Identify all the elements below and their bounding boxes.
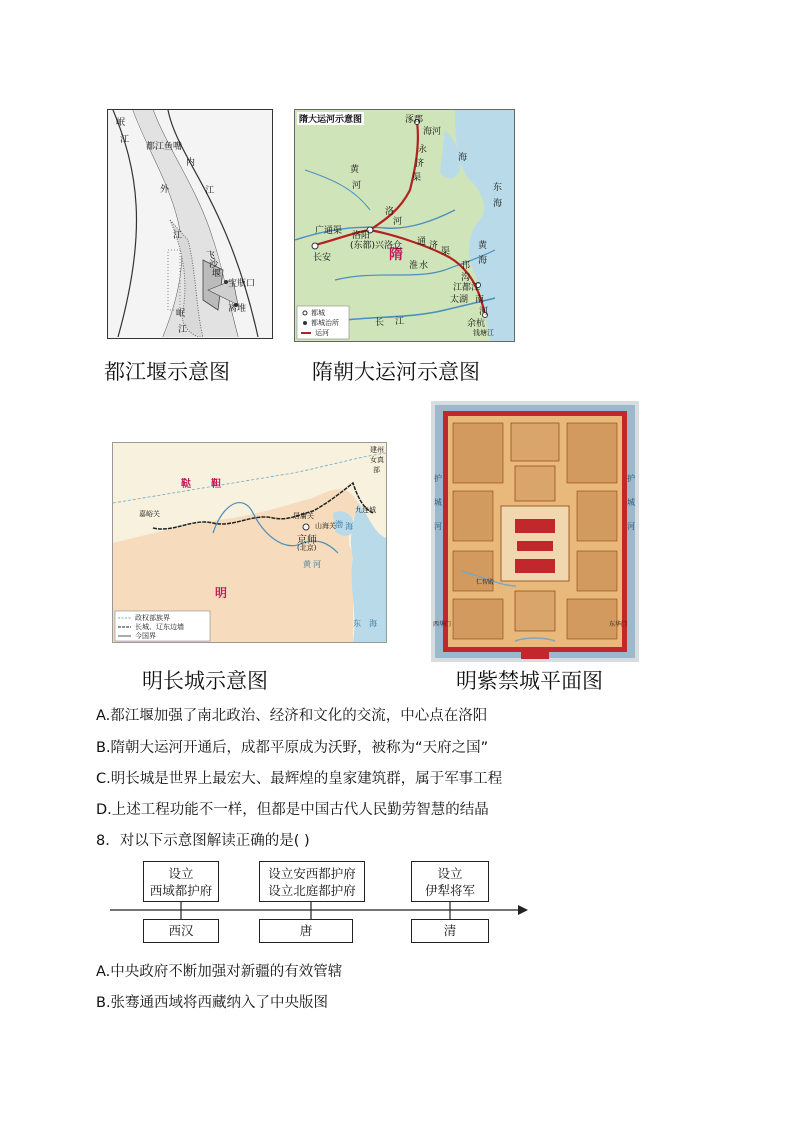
sui-canal-map [294, 109, 515, 342]
canal-title: 隋大运河示意图 [297, 112, 364, 125]
canal-label: 隋 [389, 247, 403, 263]
canal-label: 兴洛仓 [375, 241, 403, 251]
timeline-event-line: 设立安西都护府 [268, 866, 356, 881]
dujiangyan-map [107, 109, 273, 339]
forbidden-city-label: 东华门 [609, 621, 628, 628]
greatwall-label: 女真 [370, 456, 384, 464]
greatwall-label: 九连城 [355, 506, 376, 514]
greatwall-legend-item: 政权部族界 [135, 614, 170, 622]
canal-label: 余杭 [467, 319, 486, 329]
greatwall-label: 居庸关 [293, 512, 314, 520]
dujiangyan-label: 沙 [209, 260, 219, 270]
q8-stem: 8．对以下示意图解读正确的是( ) [96, 833, 310, 849]
figure-caption: 隋朝大运河示意图 [312, 360, 480, 384]
greatwall-label: (北京) [297, 544, 317, 552]
q7-option-c: C.明长城是世界上最宏大、最辉煌的皇家建筑群，属于军事工程 [96, 771, 503, 787]
canal-label: 江 [471, 283, 481, 293]
forbidden-city-label: 护 [627, 474, 635, 483]
ming-greatwall-map [112, 442, 387, 643]
greatwall-label: 山海关 [315, 522, 336, 530]
q7-option-b: B.隋朝大运河开通后，成都平原成为沃野，被称为“天府之国” [96, 740, 489, 756]
canal-label: 南 [475, 295, 485, 305]
figure-caption: 都江堰示意图 [104, 360, 230, 384]
canal-label: 长安 [313, 253, 332, 263]
dujiangyan-label: 飞 [206, 251, 216, 261]
dujiangyan-label: 外 [160, 185, 170, 195]
canal-label: 沟 [461, 273, 471, 283]
canal-label: 长 [375, 318, 385, 328]
dujiangyan-label: 堰 [212, 269, 222, 279]
canal-label: 钱塘江 [473, 329, 494, 337]
greatwall-label: 海 [369, 619, 377, 628]
greatwall-label: 渤 [335, 520, 343, 529]
timeline-event-box [259, 861, 365, 902]
dujiangyan-label: 江 [205, 186, 215, 196]
canal-label: 永 [418, 145, 428, 155]
greatwall-label: 河 [313, 560, 321, 569]
canal-label: 河 [479, 307, 489, 317]
forbidden-city-plan [431, 401, 639, 662]
dujiangyan-label: 内 [186, 158, 196, 168]
canal-label: 海河 [423, 127, 442, 137]
canal-label: 济 [415, 159, 425, 169]
canal-label: 海 [478, 256, 488, 266]
canal-label: 黄 [478, 241, 488, 251]
canal-label: 东 [493, 183, 503, 193]
forbidden-city-label: 西华门 [433, 621, 452, 628]
canal-label: 水 [419, 261, 429, 271]
canal-legend-item: 都城治所 [311, 319, 339, 327]
timeline-dynasty-box: 清 [411, 919, 489, 943]
canal-label: 海 [458, 153, 468, 163]
dujiangyan-label: 江 [178, 325, 188, 335]
canal-label: 济 [429, 241, 439, 251]
q7-option-d: D.上述工程功能不一样，但都是中国古代人民勤劳智慧的结晶 [96, 802, 489, 818]
q7-option-a: A.都江堰加强了南北政治、经济和文化的交流，中心点在洛阳 [96, 708, 488, 724]
greatwall-legend-item: 今国界 [135, 632, 156, 640]
canal-label: 黄 [350, 165, 360, 175]
dujiangyan-label: 离堆 [228, 304, 247, 314]
timeline-event-line: 西域都护府 [149, 883, 213, 898]
forbidden-city-label: 河 [627, 522, 635, 531]
forbidden-city-drawing [431, 401, 639, 662]
canal-label: 海 [493, 199, 503, 209]
q8-option-b: B.张骞通西域将西藏纳入了中央版图 [96, 995, 329, 1011]
canal-label: 邗 [461, 261, 471, 271]
timeline-event-box [411, 861, 489, 902]
timeline-event-line: 伊犁将军 [424, 883, 475, 898]
q8-option-a: A.中央政府不断加强对新疆的有效管辖 [96, 964, 343, 980]
greatwall-label: 东 [353, 619, 361, 628]
figure-caption: 明紫禁城平面图 [456, 669, 603, 693]
dujiangyan-label: 江 [173, 231, 183, 241]
greatwall-label: 黄 [303, 560, 311, 569]
canal-label: 河 [393, 217, 403, 227]
canal-label: 渠 [441, 247, 451, 257]
canal-label: 涿郡 [405, 115, 424, 125]
canal-label: 淮 [409, 261, 419, 271]
greatwall-label: 明 [215, 586, 228, 600]
canal-label: 太湖 [450, 295, 469, 305]
canal-label: 渠 [412, 173, 422, 183]
figure-caption: 明长城示意图 [142, 669, 268, 693]
greatwall-label: 鞑 [181, 479, 191, 490]
timeline-event-line: 设立 [168, 866, 194, 881]
forbidden-city-label: 城 [627, 498, 635, 507]
forbidden-city-label: 城 [434, 498, 442, 507]
dujiangyan-label: 岷 [116, 118, 126, 128]
canal-label: 通 [417, 237, 427, 247]
dujiangyan-label: 宝瓶口 [228, 279, 256, 289]
greatwall-label: 嘉峪关 [139, 510, 160, 518]
timeline-dynasty-box: 西汉 [143, 919, 219, 943]
canal-label: 广通渠 [315, 226, 343, 236]
timeline-dynasty-box: 唐 [259, 919, 353, 943]
canal-label: 江 [395, 317, 405, 327]
greatwall-label: 建州 [370, 446, 384, 454]
dujiangyan-drawing [108, 110, 271, 337]
q8-timeline [100, 858, 540, 948]
canal-label: 河 [352, 181, 362, 191]
canal-label: 洛 [385, 207, 395, 217]
timeline-event-line: 设立北庭都护府 [268, 883, 356, 898]
dujiangyan-label: 江 [120, 135, 130, 145]
canal-legend-item: 运河 [315, 329, 329, 337]
forbidden-city-label: 护 [434, 474, 442, 483]
forbidden-city-label: 河 [434, 522, 442, 531]
greatwall-label: 海 [345, 522, 353, 531]
timeline-event-box [143, 861, 219, 902]
dujiangyan-label: 都江鱼嘴 [146, 142, 183, 152]
greatwall-legend-item: 长城、辽东边墙 [135, 623, 184, 631]
dujiangyan-label: 岷 [176, 309, 186, 319]
greatwall-label: 京师 [297, 535, 317, 546]
canal-label: 洛阳 [352, 231, 371, 241]
timeline-event-line: 设立 [437, 866, 463, 881]
greatwall-label: 靼 [211, 479, 221, 490]
canal-label: (东都) [350, 241, 376, 251]
canal-label: 江都 [453, 283, 472, 293]
forbidden-city-label: 仁智殿 [476, 579, 495, 586]
greatwall-label: 部 [373, 466, 380, 474]
canal-legend-item: 都城 [311, 309, 325, 317]
